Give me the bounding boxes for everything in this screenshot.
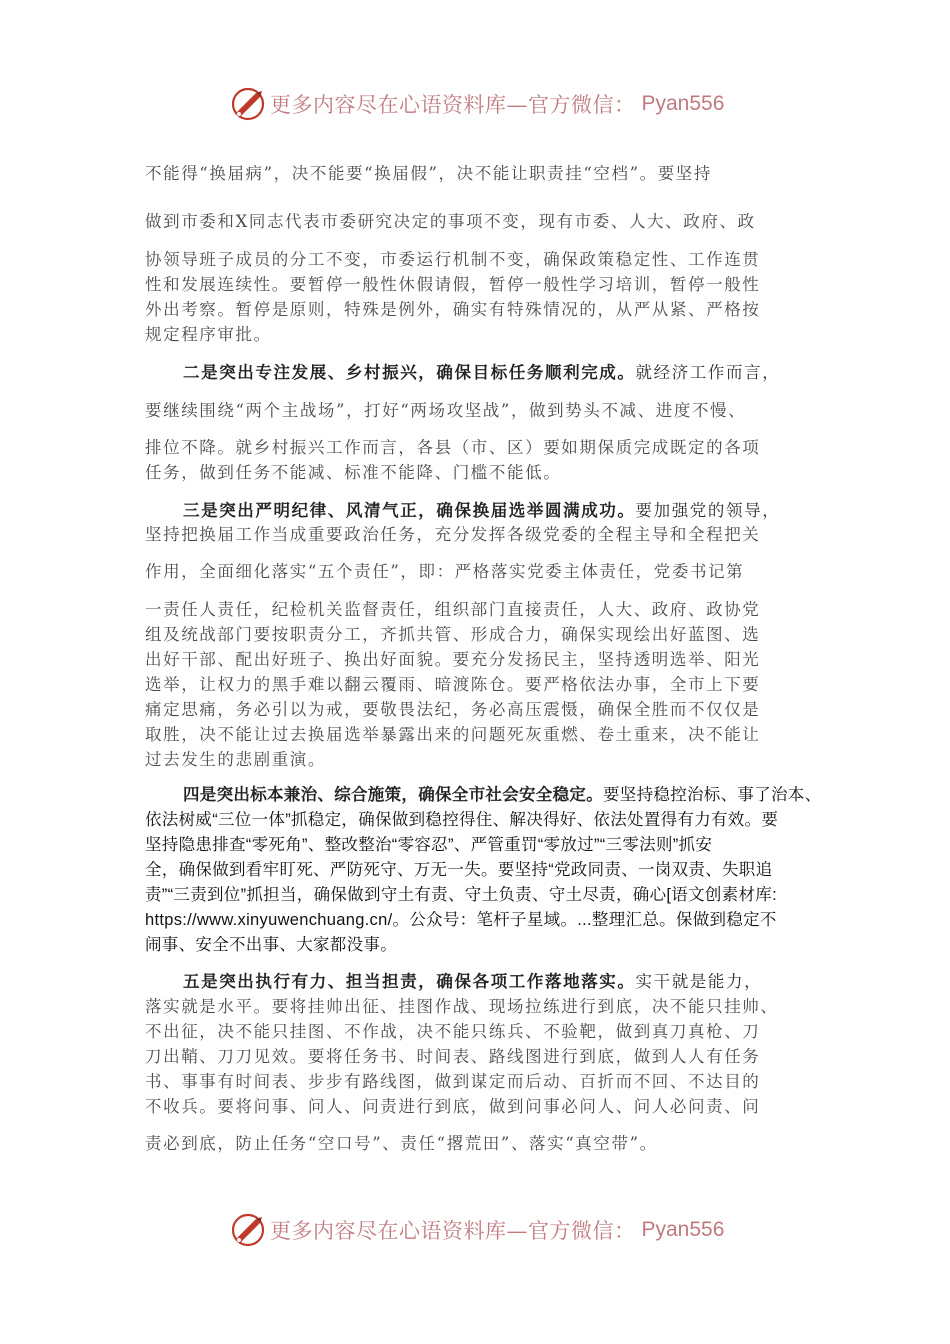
text-line: 责必到底，防止任务“空口号”、责任“撂荒田”、落实“真空带”。 (145, 1134, 658, 1153)
text-line: 责”“三责到位”抓担当，确保做到守土有责、守土负责、守土尽责，确心[语文创素材库: (145, 886, 777, 904)
text-line: 刀出鞘、刀刀见效。要将任务书、时间表、路线图进行到底，做到人人有任务 (145, 1047, 761, 1066)
text-line: 任务，做到任务不能减、标准不能降、门槛不能低。 (145, 463, 562, 482)
text-line: 坚持把换届工作当成重要政治任务，充分发挥各级党委的全程主导和全程把关 (145, 525, 761, 544)
text-line: 不收兵。要将问事、问人、问责进行到底，做到问事必问人、问人必问责、问 (145, 1097, 761, 1116)
paragraph-heading-line (183, 781, 821, 805)
heading-continuation: 要坚持稳控治标、事了治本、 (603, 786, 822, 804)
paragraph-heading-line (183, 968, 762, 992)
paragraph-heading: 四是突出标本兼治、综合施策，确保全市社会安全稳定。 (183, 786, 603, 804)
paragraph-heading: 五是突出执行有力、担当担责，确保各项工作落地落实。 (183, 972, 636, 991)
heading-continuation: 要加强党的领导， (635, 501, 781, 520)
text-line: 坚持隐患排查“零死角”、整改整治“零容忍”、严管重罚“零放过”“三零法则”抓安 (145, 836, 713, 854)
text-line: 不能得“换届病”，决不能要“换届假”，决不能让职责挂“空档”。要坚持 (145, 164, 713, 183)
header-banner (230, 84, 725, 124)
text-line: 出好干部、配出好班子、换出好面貌。要充分发扬民主，坚持透明选举、阳光 (145, 650, 761, 669)
paragraph-heading-line (183, 497, 780, 521)
text-line: 作用，全面细化落实“五个责任”，即：严格落实党委主体责任，党委书记第 (145, 562, 745, 581)
paragraph-heading: 三是突出严明纪律、风清气正，确保换届选举圆满成功。 (183, 501, 636, 520)
text-line: 组及统战部门要按职责分工，齐抓共管、形成合力，确保实现绘出好蓝图、选 (145, 625, 761, 644)
text-line: 规定程序审批。 (145, 325, 272, 344)
pen-logo-icon (230, 86, 266, 122)
text-line: 依法树威“三位一体”抓稳定，确保做到稳控得住、解决得好、依法处置得有力有效。要 (145, 811, 779, 829)
text-line: 协领导班子成员的分工不变，市委运行机制不变，确保政策稳定性、工作连贯 (145, 250, 761, 269)
banner-wechat-id: Pyan556 (641, 92, 725, 115)
banner-text: 更多内容尽在心语资料库—官方微信： (270, 1219, 636, 1243)
text-line: 全，确保做到看牢盯死、严防死守、万无一失。要坚持“党政同责、一岗双责、失职追 (145, 861, 773, 879)
footer-banner (230, 1210, 725, 1250)
text-line: 闹事、安全不出事、大家都没事。 (145, 936, 397, 954)
heading-continuation: 实干就是能力， (635, 972, 763, 991)
text-line: 痛定思痛，务必引以为戒，要敬畏法纪，务必高压震慑，确保全胜而不仅仅是 (145, 700, 761, 719)
text-line: 书、事事有时间表、步步有路线图，做到谋定而后动、百折而不回、不达目的 (145, 1072, 761, 1091)
text-line: 排位不降。就乡村振兴工作而言，各县（市、区）要如期保质完成既定的各项 (145, 438, 761, 457)
text-line: 性和发展连续性。要暂停一般性休假请假，暂停一般性学习培训，暂停一般性 (145, 275, 761, 294)
heading-continuation: 就经济工作而言， (635, 363, 781, 382)
banner-text: 更多内容尽在心语资料库—官方微信： (270, 93, 636, 117)
banner-wechat-id: Pyan556 (641, 1218, 725, 1241)
text-line: 一责任人责任，纪检机关监督责任，组织部门直接责任，人大、政府、政协党 (145, 600, 761, 619)
text-line: 落实就是水平。要将挂帅出征、挂图作战、现场拉练进行到底，决不能只挂帅、 (145, 997, 779, 1016)
text-line: 过去发生的悲剧重演。 (145, 750, 326, 769)
text-line: 选举，让权力的黑手难以翻云覆雨、暗渡陈仓。要严格依法办事，全市上下要 (145, 675, 761, 694)
text-line: 外出考察。暂停是原则，特殊是例外，确实有特殊情况的，从严从紧、严格按 (145, 300, 761, 319)
pen-logo-icon (230, 1212, 266, 1248)
text-line: https://www.xinyuwenchuang.cn/。公众号：笔杆子星域。...整理汇总。保做到稳定不 (145, 911, 777, 929)
text-line: 做到市委和X同志代表市委研究决定的事项不变，现有市委、人大、政府、政 (145, 212, 756, 231)
text-line: 取胜，决不能让过去换届选举暴露出来的问题死灰重燃、卷土重来，决不能让 (145, 725, 761, 744)
paragraph-heading-line (183, 359, 780, 383)
text-line: 要继续围绕“两个主战场”，打好“两场攻坚战”，做到势头不减、进度不慢、 (145, 401, 747, 420)
paragraph-heading: 二是突出专注发展、乡村振兴，确保目标任务顺利完成。 (183, 363, 636, 382)
text-line: 不出征，决不能只挂图、不作战，决不能只练兵、不验靶，做到真刀真枪、刀 (145, 1022, 761, 1041)
